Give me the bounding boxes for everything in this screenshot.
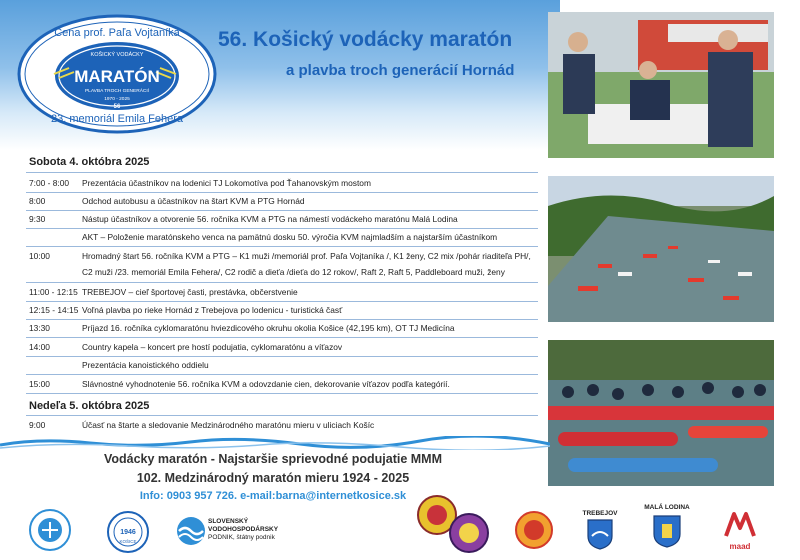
schedule-time: 9:30 <box>29 214 46 224</box>
sponsor-lokomotiva-year: 1946 <box>120 529 136 536</box>
sponsor-badge-purple <box>448 512 490 554</box>
logo-badge-main: MARATÓN <box>74 67 160 86</box>
schedule-text: AKT – Položenie maratónskeho venca na pamätnú dosku 50. výročia KVM najmladším a najstarším účastníkom <box>82 232 498 242</box>
sponsor-trebejov-label: TREBEJOV <box>582 510 618 517</box>
schedule-time: 13:30 <box>29 323 50 333</box>
schedule-time: 8:00 <box>29 196 46 206</box>
logo-arc-top: Cena prof. Paľa Vojtaníka <box>54 27 180 39</box>
schedule-text: Country kapela – koncert pre hostí podujatia, cyklomaratónu a víťazov <box>82 342 343 352</box>
schedule-time: 9:00 <box>29 420 46 430</box>
schedule-text: Nástup účastníkov a otvorenie 56. ročníka KVM a PTG na námestí vodáckeho maratónu Malá Lodina <box>82 214 458 224</box>
divider <box>26 210 538 211</box>
schedule-time: 10:00 <box>29 251 50 261</box>
divider <box>26 301 538 302</box>
schedule-time: 7:00 - 8:00 <box>29 178 70 188</box>
day-saturday-heading: Sobota 4. októbra 2025 <box>29 156 150 168</box>
divider <box>26 228 538 229</box>
schedule-text: Voľná plavba po rieke Hornád z Trebejova po lodenicu - turistická časť <box>82 305 343 315</box>
schedule-time: 14:00 <box>29 342 50 352</box>
day-sunday-heading: Nedeľa 5. októbra 2025 <box>29 400 150 412</box>
schedule-text: Prezentácia kanoistického oddielu <box>82 360 209 370</box>
schedule-time: 15:00 <box>29 379 50 389</box>
divider <box>26 393 538 394</box>
logo-badge-top: KOŠICKÝ VODÁCKY <box>90 52 144 58</box>
divider <box>26 415 538 416</box>
schedule-text: TREBEJOV – cieľ športovej časti, prestávka, občerstvenie <box>82 287 298 297</box>
divider <box>26 337 538 338</box>
page-title: 56. Košický vodácky maratón <box>218 28 513 51</box>
mala-lodina-coat-of-arms-icon <box>652 514 682 548</box>
sponsor-svp-line2: VODOHOSPODÁRSKY <box>208 526 279 533</box>
page-subtitle: a plavba troch generácií Hornád <box>286 62 515 79</box>
divider <box>26 319 538 320</box>
sponsor-maad-label: maad <box>729 542 751 551</box>
schedule-text: Účasť na štarte a sledovanie Medzinárodného maratónu mieru v uliciach Košíc <box>82 420 375 430</box>
event-logo <box>14 10 220 138</box>
divider <box>26 282 538 283</box>
schedule-text: Hromadný štart 56. ročníka KVM a PTG – K1 muži /memoriál prof. Paľa Vojtaníka /, K1 ženy, C2 mix /pohár riaditeľa PH/, <box>82 251 531 261</box>
divider <box>26 356 538 357</box>
divider <box>26 172 538 173</box>
sponsor-marathon-seal <box>28 508 72 552</box>
schedule-time: 11:00 - 12:15 <box>29 287 78 297</box>
logo-arc-bottom: 23. memoriál Emila Fehera <box>50 113 184 125</box>
schedule-text: Príjazd 16. ročníka cyklomaratónu hviezdicového okruhu okolia Košice (42,195 km), OT TJ Medicína <box>82 323 455 333</box>
logo-badge-sub: PLAVBA TROCH GENERÁCIÍ <box>84 89 150 94</box>
footer-line2: 102. Medzinárodný maratón mieru 1924 - 2025 <box>136 471 410 485</box>
logo-badge-num: 56 <box>113 104 121 110</box>
photo-registration <box>548 12 774 158</box>
sponsor-svp-line3: PODNIK, štátny podnik <box>208 534 275 541</box>
svp-logo-icon <box>176 516 206 546</box>
schedule-text: Slávnostné vyhodnotenie 56. ročníka KVM a odovzdanie cien, dekorovanie víťazov podľa kategórií. <box>82 379 450 389</box>
sponsor-lokomotiva-badge <box>106 510 150 554</box>
logo-badge-years: 1970 - 2025 <box>104 97 130 102</box>
trebejov-coat-of-arms-icon <box>586 518 614 550</box>
schedule-text: Odchod autobusu a účastníkov na štart KVM a PTG Hornád <box>82 196 305 206</box>
sponsor-mala-lodina-label: MALÁ LODINA <box>644 504 690 511</box>
footer-contact: Info: 0903 957 726. e-mail:barna@internetkosice.sk <box>139 490 407 502</box>
sponsor-lokomotiva-name: KOŠICE <box>119 539 137 544</box>
footer-line1: Vodácky maratón - Najstaršie sprievodné podujatie MMM <box>103 452 443 466</box>
schedule-text: Prezentácia účastníkov na lodenici TJ Lokomotíva pod Ťahanovským mostom <box>82 178 371 188</box>
divider <box>26 192 538 193</box>
divider <box>26 374 538 375</box>
sponsor-svp-line1: SLOVENSKÝ <box>208 518 249 525</box>
schedule-time: 12:15 - 14:15 <box>29 305 79 315</box>
sponsor-ksp-badge <box>514 510 554 550</box>
schedule-text: C2 muži /23. memoriál Emila Fehera/, C2 rodič a dieťa /dieťa do 12 rokov/, Raft 2, Raft 5, Paddleboard muži, ženy <box>82 267 505 277</box>
divider <box>26 246 538 247</box>
maad-logo-icon <box>720 508 760 544</box>
photo-rafts <box>548 340 774 486</box>
photo-river-start <box>548 176 774 322</box>
wave-divider <box>0 436 550 450</box>
